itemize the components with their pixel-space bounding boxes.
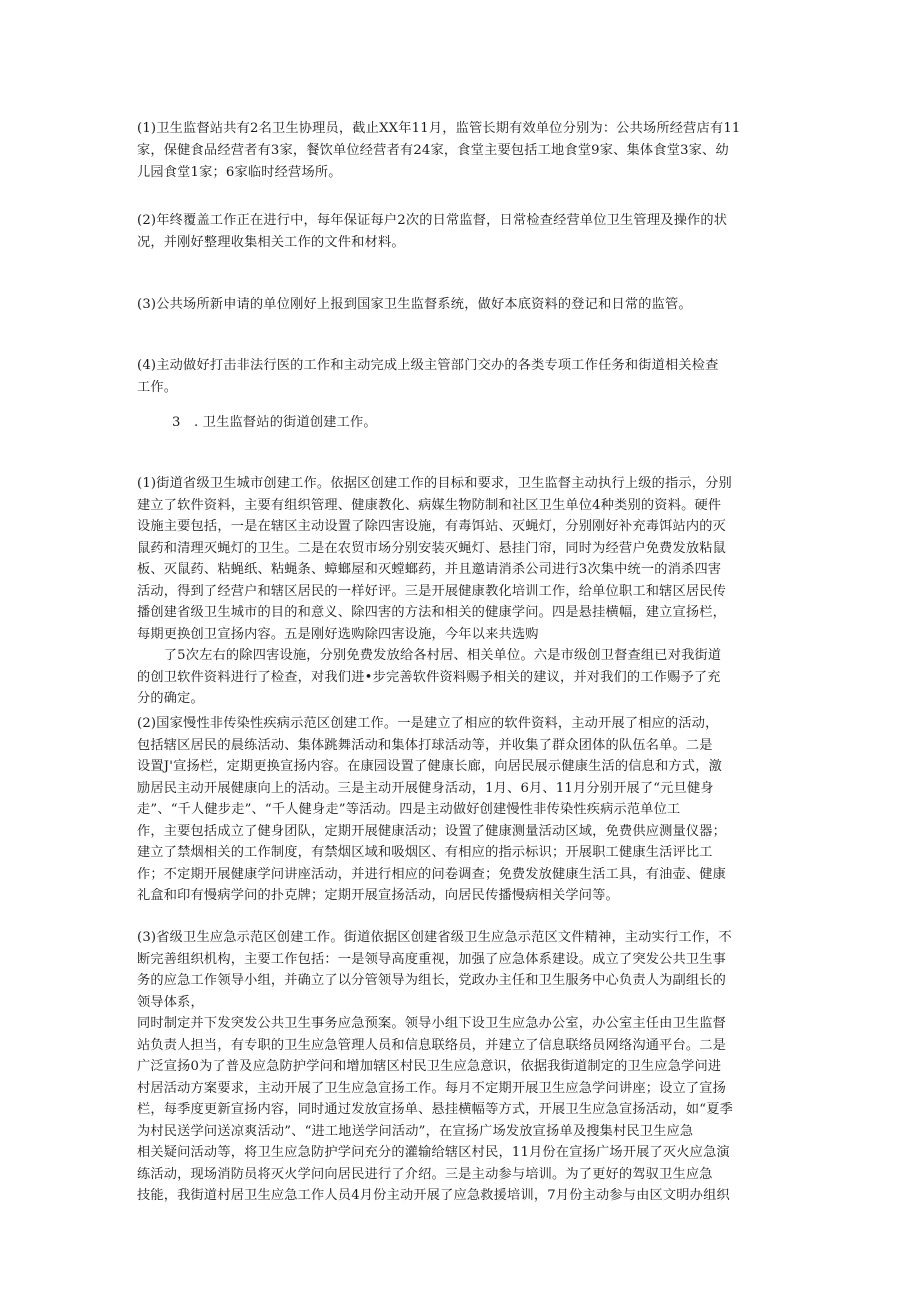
text-line: 了5次左右的除四害设施，分别免费发放给各村居、相关单位。六是市级创卫督查组已对我街道 [137,648,722,663]
text-line: 鼠药和清理灭蝇灯的卫生。二是在农贸市场分别安装灭蝇灯、悬挂门帘，同时为经营户免费发放粘鼠 [137,540,727,556]
text-line: 活动，得到了经营户和辖区居民的一样好评。三是开展健康教化培训工作，给单位职工和辖区居民传 [137,583,727,599]
text-line: 分的确定。 [137,691,204,706]
text-line: 每期更换创卫宣扬内容。五是刚好选购除四害设施，今年以来共选购 [137,626,539,642]
paragraph-4 [137,355,787,399]
paragraph-5 [137,473,787,710]
text-line: (2)年终覆盖工作正在进行中，每年保证每户2次的日常监督，日常检查经营单位卫生管理及操作的状 [137,213,728,228]
paragraph-6 [137,713,787,907]
text-line: 为村民送学问送凉爽活动”、“进工地送学问活动”，在宣扬广场发放宣扬单及搜集村民卫生应急 [137,1123,694,1139]
text-line: 技能，我街道村居卫生应急工作人员4月份主动开展了应急救援培训，7月份主动参与由区文明办组织 [137,1188,730,1203]
text-line: 家，保健食品经营者有3家，餐饮单位经营者有24家，食堂主要包括工地食堂9家、集体食堂3家、幼 [137,143,729,158]
text-line: (3)公共场所新申请的单位刚好上报到国家卫生监督系统，做好本底资料的登记和日常的监管。 [137,297,692,312]
text-line: 断完善组织机构，主要工作包括：一是领导高度重视，加强了应急体系建设。成立了突发公共卫生事 [137,951,727,967]
text-line: 村居活动方案要求，主动开展了卫生应急宣扬工作。每月不定期开展卫生应急学问讲座；设立了宣扬 [137,1080,727,1096]
text-line: 礼盒和印有慢病学问的扑克牌；定期开展宣扬活动，向居民传播慢病相关学问等。 [137,888,619,903]
text-line: 广泛宣扬0为了普及应急防护学问和增加辖区村民卫生应急意识，依据我街道制定的卫生应急学问进 [137,1059,722,1074]
text-line: 板、灭鼠药、粘蝇纸、粘蝇条、蟑螂屋和灭螳螂药，并且邀请消杀公司进行3次集中统一的消杀四害 [137,562,722,577]
text-line: 作；不定期开展健康学问讲座活动，并进行相应的问卷调查；免费发放健康生活工具，有油壶、健康 [137,866,727,882]
paragraph-7 [137,927,787,1207]
text-line: 工作。 [137,380,178,395]
text-line: (2)国家慢性非传染性疾病示范区创建工作。一是建立了相应的软件资料，主动开展了相应的活动， [137,716,719,731]
text-line: 包括辖区居民的晨练活动、集体跳舞活动和集体打球活动等，并收集了群众团体的队伍名单。二是 [137,737,713,753]
text-line: 练活动，现场消防员将灭火学问向居民进行了介绍。三是主动参与培训。为了更好的驾驭卫生应急 [137,1166,713,1182]
text-line: 建立了软件资料，主要有组织管理、健康教化、病媒生物防制和社区卫生单位4种类别的资料。硬件 [137,497,722,513]
text-line: 站负责人担当，有专职的卫生应急管理人员和信息联络员，并建立了信息联络员网络沟通平台。二是 [137,1037,727,1053]
text-line: 务的应急工作领导小组，并确立了以分管领导为组长，党政办主任和卫生服务中心负责人为副组长的 [137,973,727,988]
text-line: 建立了禁烟相关的工作制度，有禁烟区域和吸烟区、有相应的指示标识；开展职工健康生活评比工 [137,845,713,860]
text-line: (3)省级卫生应急示范区创建工作。街道依据区创建省级卫生应急示范区文件精神，主动实行工作，不 [137,930,732,945]
paragraph-2 [137,210,787,254]
text-line: 走”、“千人健步走”、“千人健身走”等活动。四是主动做好创建慢性非传染性疾病示范单位工 [137,802,681,817]
text-line: 相关疑问活动等，将卫生应急防护学问充分的灌输给辖区村民，11月份在宣扬广场开展了灭火应急演 [137,1145,730,1160]
text-line: 儿园食堂1家；6家临时经营场所。 [137,165,342,180]
text-line: 励居民主动开展健康向上的活动。三是主动开展健身活动，1月、6月、11月分别开展了“元旦健身 [137,780,714,796]
text-line: (4)主动做好打击非法行医的工作和主动完成上级主管部门交办的各类专项工作任务和街道相关检查 [137,358,719,373]
text-line: (1)街道省级卫生城市创建工作。依据区创建工作的目标和要求，卫生监督主动执行上级的指示，分别 [137,476,732,491]
text-line: 的创卫软件资料进行了检查，对我们进•步完善软件资料赐予相关的建议，并对我们的工作赐予了充 [137,669,721,685]
text-line: (1)卫生监督站共有2名卫生协理员，截止XX年11月，监管长期有效单位分别为：公共场所经营店有11 [137,121,741,136]
text-line: 设置J'宣扬栏，定期更换宣扬内容。在康园设置了健康长廊，向居民展示健康生活的信息和方式，激 [137,759,722,774]
text-line: 播创建省级卫生城市的目的和意义、除四害的方法和相关的健康学问。四是悬挂横幅，建立宣扬栏， [137,605,727,620]
text-line: 领导体系， [137,994,204,1010]
text-line: 同时制定并下发突发公共卫生事务应急预案。领导小组下设卫生应急办公室，办公室主任由卫生监督 [137,1016,727,1031]
text-line: 况，并刚好整理收集相关工作的文件和材料。 [137,235,405,250]
text-line: 作，主要包括成立了健身团队，定期开展健康活动；设置了健康测量活动区域，免费供应测量仪器； [137,823,727,839]
section-3-title: 3 . 卫生监督站的街道创建工作。 [172,415,377,430]
text-line: 设施主要包括，一是在辖区主动设置了除四害设施，有毒饵站、灭蝇灯，分别刚好补充毒饵站内的灭 [137,519,727,534]
text-line: 栏，每季度更新宣扬内容，同时通过发放宣扬单、悬挂横幅等方式，开展卫生应急宣扬活动，如“夏季 [137,1102,733,1117]
paragraph-1 [137,118,787,184]
paragraph-3 [137,294,787,316]
